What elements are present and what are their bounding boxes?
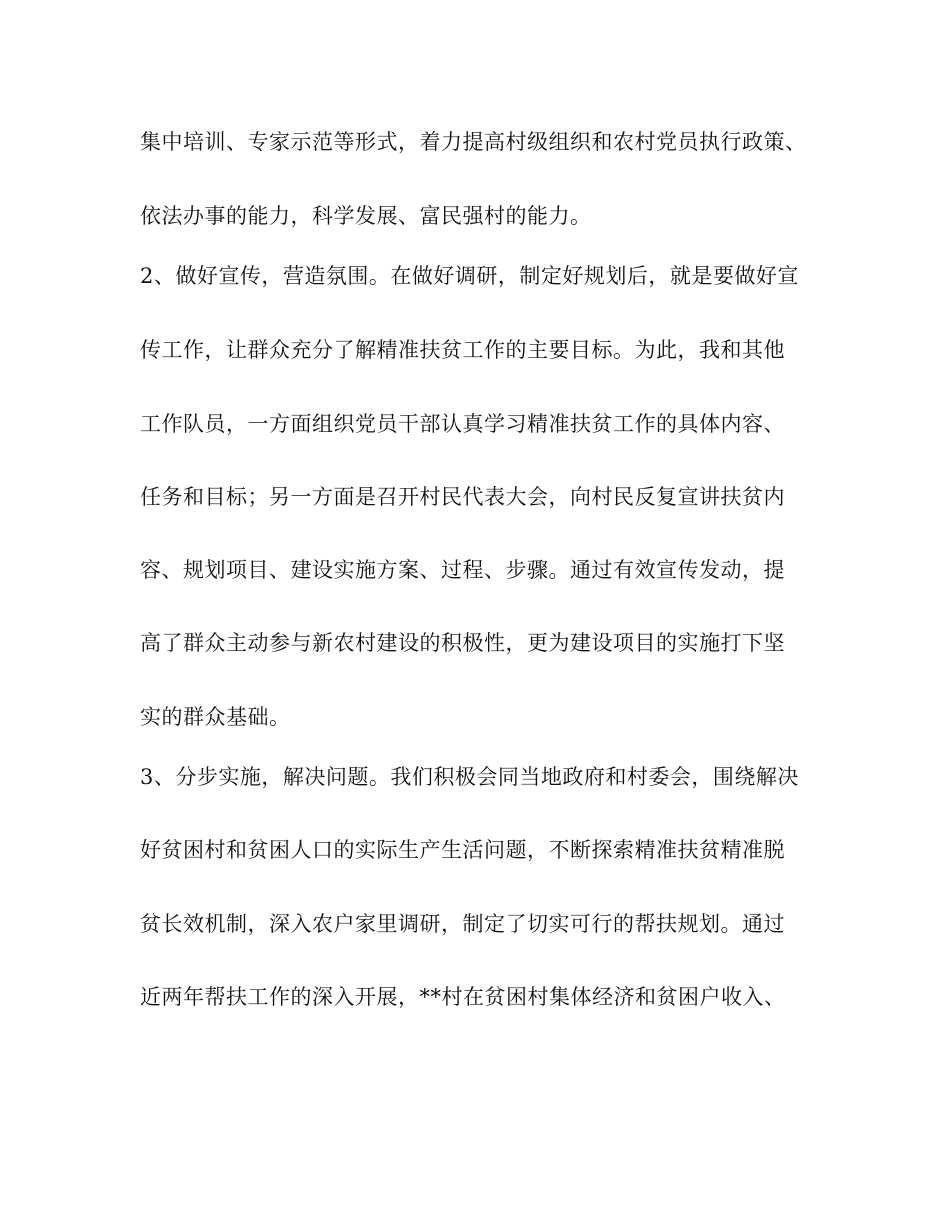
text-line: 3、分步实施，解决问题。我们积极会同当地政府和村委会，围绕解决 (140, 765, 799, 789)
text-line: 工作队员，一方面组织党员干部认真学习精准扶贫工作的具体内容、 (140, 412, 785, 436)
text-line: 依法办事的能力，科学发展、富民强村的能力。 (140, 204, 592, 228)
text-line: 集中培训、专家示范等形式，着力提高村级组织和农村党员执行政策、 (140, 130, 807, 154)
text-line: 贫长效机制，深入农户家里调研，制定了切实可行的帮扶规划。通过 (140, 912, 785, 936)
text-line: 高了群众主动参与新农村建设的积极性，更为建设项目的实施打下坚 (140, 631, 785, 655)
text-line: 传工作，让群众充分了解精准扶贫工作的主要目标。为此，我和其他 (140, 338, 785, 362)
text-line: 好贫困村和贫困人口的实际生产生活问题，不断探索精准扶贫精准脱 (140, 838, 785, 862)
text-line: 2、做好宣传，营造氛围。在做好调研，制定好规划后，就是要做好宣 (140, 264, 799, 288)
text-line: 任务和目标；另一方面是召开村民代表大会，向村民反复宣讲扶贫内 (140, 485, 785, 509)
text-line: 近两年帮扶工作的深入开展，**村在贫困村集体经济和贫困户收入、 (140, 985, 786, 1009)
text-line: 实的群众基础。 (140, 705, 291, 729)
text-line: 容、规划项目、建设实施方案、过程、步骤。通过有效宣传发动，提 (140, 558, 785, 582)
